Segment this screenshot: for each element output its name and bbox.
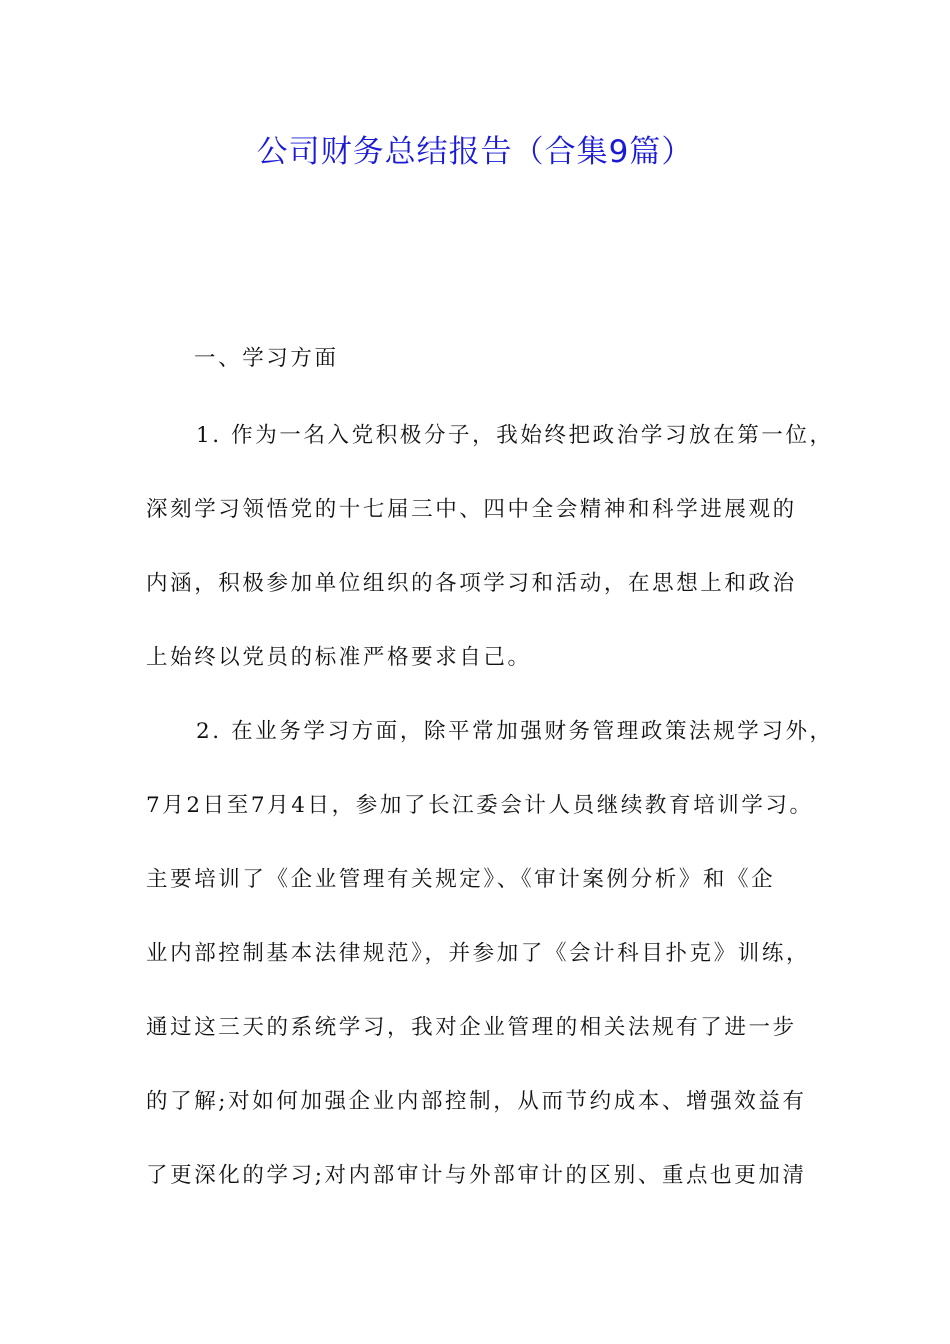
paragraph-line: 7月2日至7月4日，参加了长江委会计人员继续教育培训学习。 (146, 793, 814, 818)
paragraph-line: 了更深化的学习;对内部审计与外部审计的区别、重点也更加清 (146, 1163, 807, 1188)
paragraph-line: 深刻学习领悟党的十七届三中、四中全会精神和科学进展观的 (146, 497, 797, 522)
paragraph-line: 主要培训了《企业管理有关规定》、《审计案例分析》和《企 (146, 867, 776, 892)
paragraph-line: 2. 在业务学习方面，除平常加强财务管理政策法规学习外， (196, 719, 834, 744)
paragraph-line: 内涵，积极参加单位组织的各项学习和活动，在思想上和政治 (146, 571, 797, 596)
paragraph-line: 上始终以党员的标准严格要求自己。 (146, 645, 532, 670)
document-title: 公司财务总结报告（合集9篇） (256, 134, 694, 170)
paragraph-line: 业内部控制基本法律规范》，并参加了《会计科目扑克》训练， (146, 941, 811, 966)
paragraph-line: 通过这三天的系统学习，我对企业管理的相关法规有了进一步 (146, 1015, 797, 1040)
section-heading: 一、学习方面 (194, 346, 339, 371)
paragraph-line: 1. 作为一名入党积极分子，我始终把政治学习放在第一位， (196, 423, 834, 448)
paragraph-line: 的了解;对如何加强企业内部控制，从而节约成本、增强效益有 (146, 1089, 807, 1114)
